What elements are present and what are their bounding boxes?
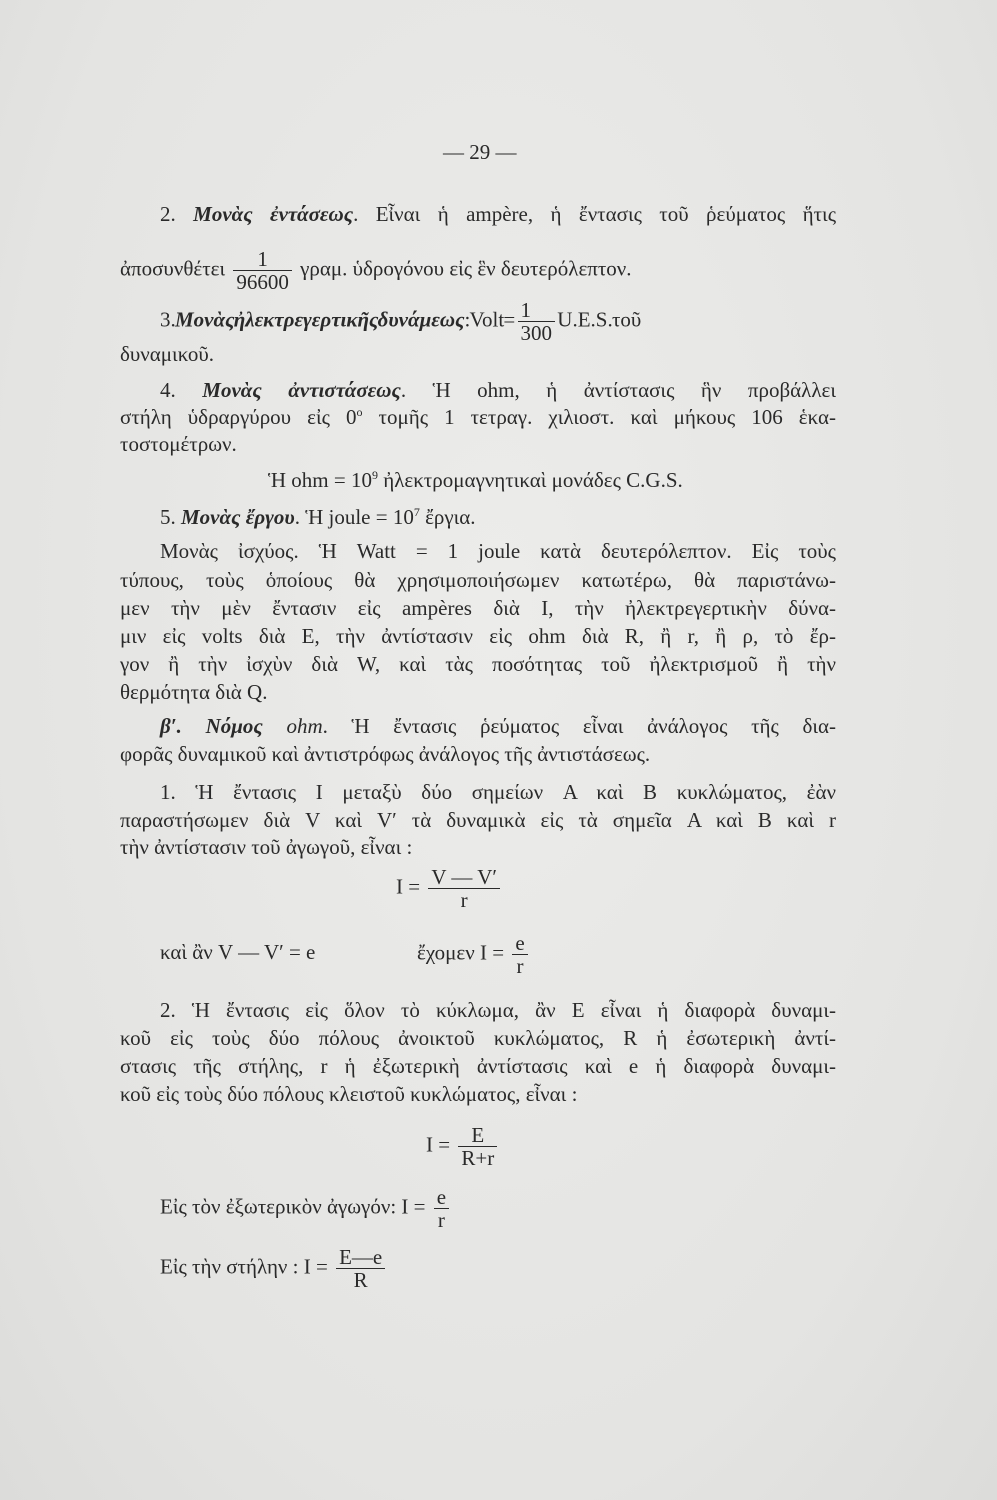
text-line — [120, 403, 836, 431]
text: . Ἡ ohm, ἡ ἀντίστασις ἣν προβάλλει — [400, 378, 837, 402]
text: τὴν ἀντίστασιν τοῦ ἀγωγοῦ, εἶναι : — [120, 835, 413, 859]
text: δυναμικοῦ. — [120, 342, 214, 366]
superscript: ο — [356, 405, 363, 419]
text: μιν εἰς volts διὰ E, τὴν ἀντίστασιν εἰς ohm διὰ R, ἢ r, ἢ ρ, τὸ ἔρ- — [120, 624, 836, 648]
section-heading: β′. Νόμος — [160, 714, 263, 738]
text: παραστήσωμεν διὰ V καὶ V′ τὰ δυναμικὰ εἰς τὰ σημεῖα A καὶ B καὶ r — [120, 808, 836, 832]
text-line — [120, 740, 650, 768]
numerator: E — [458, 1124, 497, 1147]
text: I = — [396, 874, 426, 899]
text: 5. — [160, 505, 181, 529]
fraction — [512, 932, 527, 977]
section-heading: Μονὰς ἔργου — [181, 505, 295, 529]
text: τύπους, τοὺς ὁποίους θὰ χρησιμοποιήσωμεν κατωτέρω, θὰ παριστάνω- — [120, 568, 836, 592]
fraction — [518, 299, 556, 344]
text-line — [120, 340, 214, 368]
text: . Εἶναι ἡ ampère, ἡ ἔντασις τοῦ ῥεύματος ἥτις — [353, 202, 837, 226]
text-line — [120, 678, 267, 706]
denominator: 96600 — [236, 270, 289, 294]
text — [263, 714, 287, 738]
text: στασις τῆς στήλης, r ἡ ἐξωτερικὴ ἀντίστασις καὶ e ἡ διαφορὰ δυναμι- — [120, 1054, 836, 1078]
text-line — [160, 503, 476, 531]
text: Εἰς τὴν στήλην : I = — [160, 1254, 334, 1279]
text: φορᾶς δυναμικοῦ καὶ ἀντιστρόφως ἀνάλογος τῆς ἀντιστάσεως. — [120, 742, 651, 766]
text-line — [120, 806, 836, 834]
denominator: r — [460, 888, 468, 912]
text: γραμ. ὑδρογόνου εἰς ἓν δευτερόλεπτον. — [294, 256, 632, 281]
text-line — [417, 932, 531, 977]
text: . Ἡ ἔντασις ῥεύματος εἶναι ἀνάλογος τῆς δια- — [322, 714, 837, 738]
text: στήλη ὑδραργύρου εἰς 0 — [120, 405, 357, 429]
text: U.E.S. τοῦ — [558, 307, 642, 332]
text-line — [160, 778, 836, 806]
text: τοστομέτρων. — [120, 432, 237, 456]
numerator: e — [434, 1186, 449, 1209]
text-line — [160, 712, 836, 740]
text: 4. — [160, 378, 203, 402]
text-line — [160, 298, 836, 345]
text: I = — [426, 1132, 456, 1157]
text: : Volt = — [464, 307, 515, 332]
denominator: r — [516, 954, 524, 978]
text: τομῆς 1 τετραγ. χιλιοστ. καὶ μήκους 106 ἑκα- — [362, 405, 836, 429]
text: μεν τὴν μὲν ἔντασιν εἰς ampères διὰ I, τὴν ἠλεκτρεγερτικὴν δύνα- — [120, 596, 836, 620]
numerator: 1 — [233, 248, 292, 271]
text-line — [160, 537, 836, 565]
text-line — [160, 1246, 388, 1291]
text-line — [120, 833, 412, 861]
page-number: — 29 — — [443, 140, 517, 164]
numerator: V — V′ — [428, 866, 500, 889]
fraction — [434, 1186, 449, 1231]
text: κοῦ εἰς τοὺς δύο πόλους ἀνοικτοῦ κυκλώματος, R ἡ ἐσωτερικὴ ἀντί- — [120, 1026, 836, 1050]
text-line — [120, 248, 632, 293]
fraction — [428, 866, 500, 911]
section-heading: Μονὰς ἐντάσεως — [193, 202, 354, 226]
text: ἀποσυνθέτει — [120, 256, 231, 281]
text: Εἰς τὸν ἐξωτερικὸν ἀγωγόν: I = — [160, 1194, 431, 1219]
text-line — [120, 430, 237, 458]
text: γον ἢ τὴν ἰσχὺν διὰ W, καὶ τὰς ποσότητας τοῦ ἠλεκτρισμοῦ ἢ τὴν — [120, 652, 836, 676]
text-line — [160, 200, 836, 228]
superscript: 7 — [413, 505, 420, 519]
italic-text: ohm — [286, 714, 323, 738]
text-line — [160, 938, 315, 966]
text-line — [396, 866, 503, 911]
text-line — [120, 1024, 836, 1052]
text: Ἡ ohm = 10 — [268, 468, 372, 492]
denominator: r — [437, 1208, 445, 1232]
text-line — [120, 594, 836, 622]
text-line — [426, 1124, 500, 1169]
text-line — [268, 466, 683, 494]
text: ἔχομεν I = — [417, 940, 510, 965]
text: κοῦ εἰς τοὺς δύο πόλους κλειστοῦ κυκλώματος, εἶναι : — [120, 1082, 578, 1106]
text: 2. Ἡ ἔντασις εἰς ὅλον τὸ κύκλωμα, ἂν E εἶναι ἡ διαφορὰ δυναμι- — [160, 998, 836, 1022]
numerator: e — [512, 932, 527, 955]
denominator: R — [353, 1268, 368, 1292]
numerator: 1 — [518, 299, 556, 322]
text: ἔργια. — [419, 505, 476, 529]
text-line — [120, 1080, 577, 1108]
text-line — [120, 1052, 836, 1080]
text: 3. — [160, 307, 175, 332]
text-line — [160, 376, 836, 404]
text-line — [160, 996, 836, 1024]
text: 2. — [160, 202, 194, 226]
fraction — [336, 1246, 385, 1291]
text: . Ἡ joule = 10 — [294, 505, 414, 529]
numerator: E—e — [336, 1246, 385, 1269]
text: Μονὰς ἰσχύος. Ἡ Watt = 1 joule κατὰ δευτερόλεπτον. Εἰς τοὺς — [160, 539, 836, 563]
section-heading: Μονὰς ἠλεκτρεγερτικῆς δυνάμεως — [175, 307, 465, 332]
text: καὶ ἂν V — V′ = e — [160, 940, 316, 964]
section-heading: Μονὰς ἀντιστάσεως — [202, 378, 401, 402]
fraction — [458, 1124, 497, 1169]
denominator: R+r — [461, 1146, 495, 1170]
text: θερμότητα διὰ Q. — [120, 680, 268, 704]
text: ἠλεκτρομαγνητικαὶ μονάδες C.G.S. — [377, 468, 683, 492]
text-line — [120, 566, 836, 594]
text-line — [120, 622, 836, 650]
fraction — [233, 248, 292, 293]
text-line — [120, 650, 836, 678]
text-line — [160, 1186, 452, 1231]
text: 1. Ἡ ἔντασις I μεταξὺ δύο σημείων A καὶ B κυκλώματος, ἐὰν — [160, 780, 836, 804]
superscript: 9 — [371, 468, 378, 482]
denominator: 300 — [520, 321, 553, 345]
